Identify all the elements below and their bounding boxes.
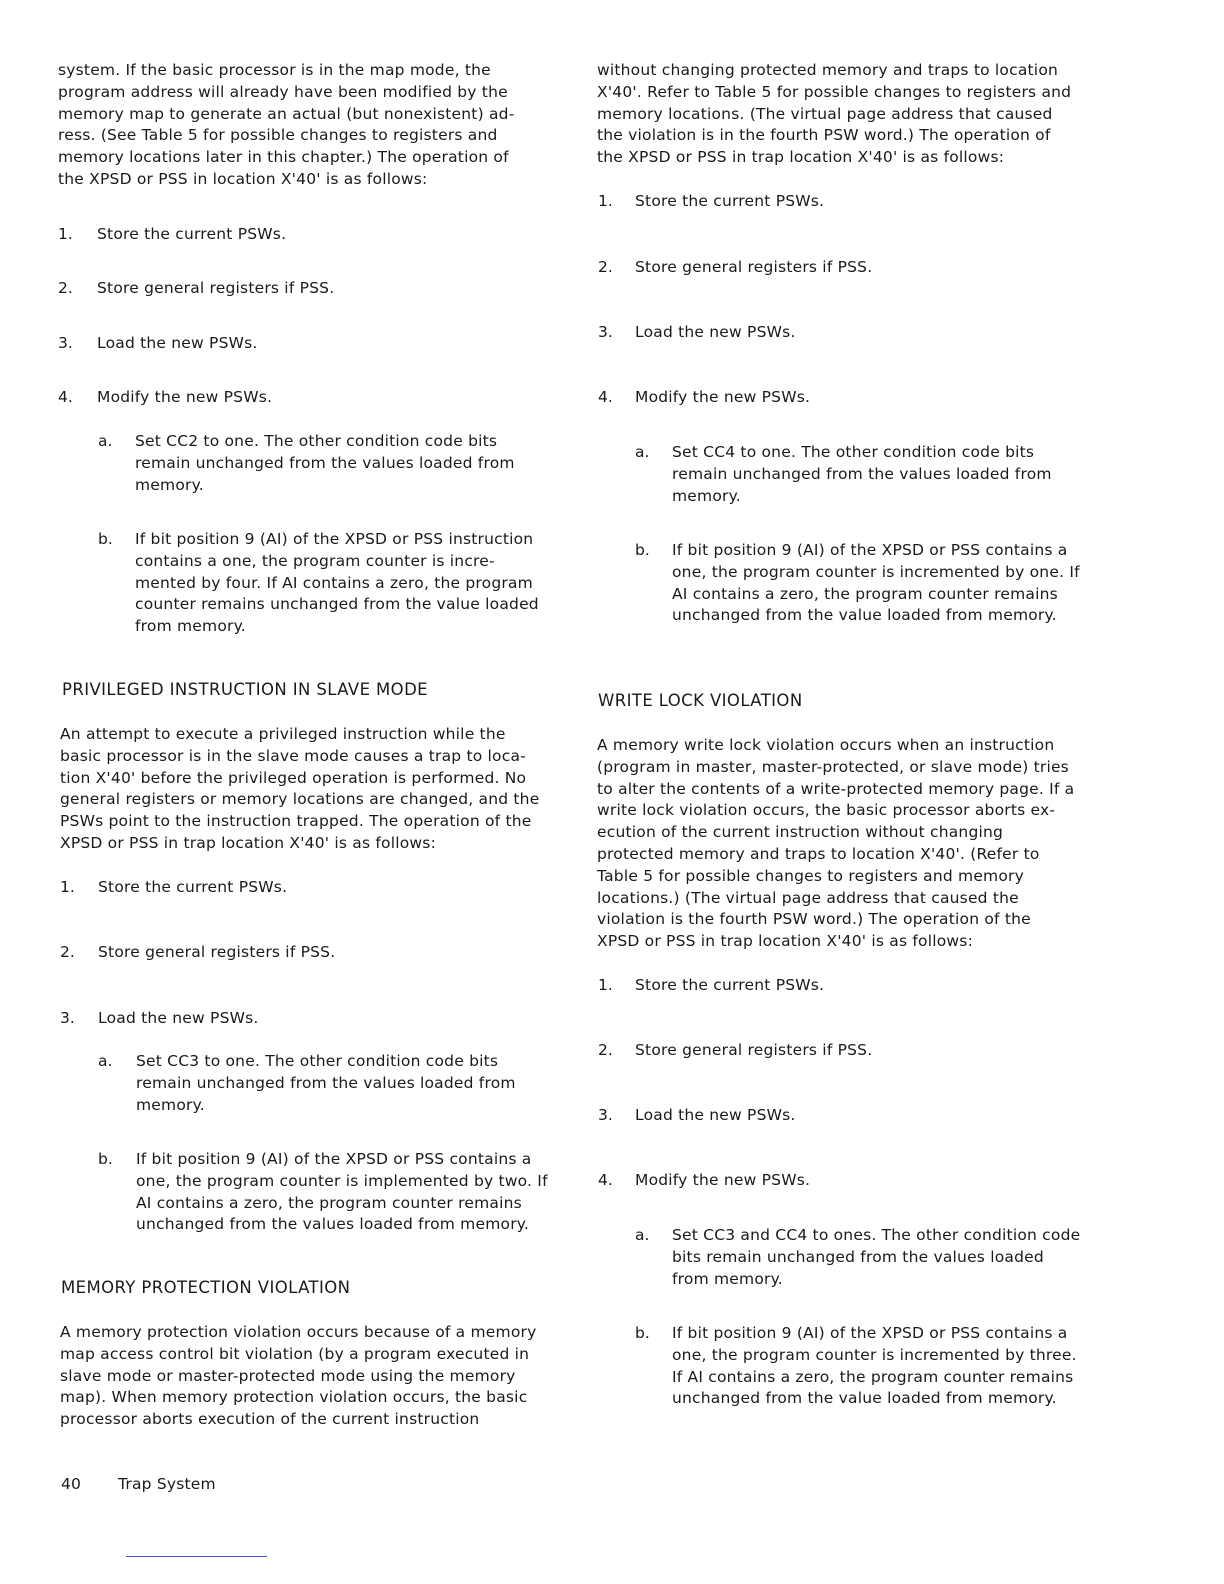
step-number: 4. <box>598 1171 613 1189</box>
step-text: Modify the new PSWs. <box>635 388 811 406</box>
step-text: Store the current PSWs. <box>635 192 825 210</box>
section-heading-memory-protection: MEMORY PROTECTION VIOLATION <box>61 1278 351 1297</box>
step-text: Store general registers if PSS. <box>97 279 335 297</box>
memory-protection-body: A memory protection violation occurs because of a memory map access control bit violation (by a program executed in slave mode or master-protected mode using the memory map). When memory protection violation occurs, the basic processor aborts execution of the current instruction <box>60 1323 537 1429</box>
step-text: Store general registers if PSS. <box>98 943 336 961</box>
step-text: Store the current PSWs. <box>97 225 287 243</box>
substep-text: If bit position 9 (AI) of the XPSD or PSS contains a one, the program counter is incremented by one. If AI contains a zero, the program counter remains unchanged from the value loaded from memory. <box>672 541 1080 625</box>
step-text: Store the current PSWs. <box>98 878 288 896</box>
substep-letter: b. <box>635 1324 650 1342</box>
step-number: 2. <box>60 943 75 961</box>
page-number: 40 <box>61 1475 82 1493</box>
right-intro-paragraph: without changing protected memory and traps to location X'40'. Refer to Table 5 for possible changes to registers and memory locations. (The virtual page address that caused the violation is in the fourth PSW word.) The operation of the XPSD or PSS in trap location X'40' is as follows: <box>597 61 1072 167</box>
step-text: Load the new PSWs. <box>635 323 796 341</box>
footer-divider <box>126 1556 267 1557</box>
substep-text: If bit position 9 (AI) of the XPSD or PSS instruction contains a one, the program counter is incremented by four. If AI contains a zero, the program counter remains unchanged from the value loaded from memory. <box>135 530 539 636</box>
step-text: Store general registers if PSS. <box>635 1041 873 1059</box>
substep-text: Set CC2 to one. The other condition code bits remain unchanged from the values loaded from memory. <box>135 432 515 494</box>
substep-text: If bit position 9 (AI) of the XPSD or PSS contains a one, the program counter is implemented by two. If AI contains a zero, the program counter remains unchanged from the values loaded from memory. <box>136 1150 548 1234</box>
step-number: 1. <box>598 976 613 994</box>
step-text: Store general registers if PSS. <box>635 258 873 276</box>
section-heading-write-lock: WRITE LOCK VIOLATION <box>598 691 803 710</box>
step-text: Store the current PSWs. <box>635 976 825 994</box>
step-text: Load the new PSWs. <box>97 334 258 352</box>
step-text: Load the new PSWs. <box>635 1106 796 1124</box>
step-number: 1. <box>598 192 613 210</box>
substep-letter: a. <box>98 1052 113 1070</box>
step-number: 3. <box>598 323 613 341</box>
substep-letter: b. <box>635 541 650 559</box>
substep-letter: b. <box>98 530 113 548</box>
substep-letter: b. <box>98 1150 113 1168</box>
substep-letter: a. <box>98 432 113 450</box>
privileged-body: An attempt to execute a privileged instruction while the basic processor is in the slave mode causes a trap to location X'40' before the privileged operation is performed. No general registers or memory locations are changed, and the PSWs point to the instruction trapped. The operation of the XPSD or PSS in trap location X'40' is as follows: <box>60 725 540 852</box>
substep-text: Set CC3 and CC4 to ones. The other condition code bits remain unchanged from the values loaded from memory. <box>672 1226 1081 1288</box>
step-number: 1. <box>58 225 73 243</box>
footer-section-title: Trap System <box>118 1475 216 1493</box>
step-number: 1. <box>60 878 75 896</box>
step-number: 4. <box>58 388 73 406</box>
step-number: 4. <box>598 388 613 406</box>
section-heading-privileged: PRIVILEGED INSTRUCTION IN SLAVE MODE <box>62 680 428 699</box>
step-number: 2. <box>598 258 613 276</box>
substep-text: Set CC4 to one. The other condition code bits remain unchanged from the values loaded from memory. <box>672 443 1052 505</box>
step-text: Load the new PSWs. <box>98 1009 259 1027</box>
step-number: 3. <box>60 1009 75 1027</box>
left-intro-paragraph: system. If the basic processor is in the map mode, the program address will already have been modified by the memory map to generate an actual (but nonexistent) adress. (See Table 5 for possible changes to registers and memory locations later in this chapter.) The operation of the XPSD or PSS in location X'40' is as follows: <box>58 61 515 188</box>
substep-letter: a. <box>635 443 650 461</box>
step-number: 2. <box>58 279 73 297</box>
substep-text: If bit position 9 (AI) of the XPSD or PSS contains a one, the program counter is incremented by three. If AI contains a zero, the program counter remains unchanged from the value loaded from memory. <box>672 1324 1077 1408</box>
substep-text: Set CC3 to one. The other condition code bits remain unchanged from the values loaded from memory. <box>136 1052 516 1114</box>
substep-letter: a. <box>635 1226 650 1244</box>
write-lock-body: A memory write lock violation occurs when an instruction (program in master, master-protected, or slave mode) tries to alter the contents of a write-protected memory page. If a write lock violation occurs, the basic processor aborts execution of the current instruction without changing protected memory and traps to location X'40'. (Refer to Table 5 for possible changes to registers and memory locations.) (The virtual page address that caused the violation is the fourth PSW word.) The operation of the XPSD or PSS in trap location X'40' is as follows: <box>597 736 1075 951</box>
step-text: Modify the new PSWs. <box>635 1171 811 1189</box>
step-text: Modify the new PSWs. <box>97 388 273 406</box>
step-number: 3. <box>598 1106 613 1124</box>
step-number: 3. <box>58 334 73 352</box>
step-number: 2. <box>598 1041 613 1059</box>
